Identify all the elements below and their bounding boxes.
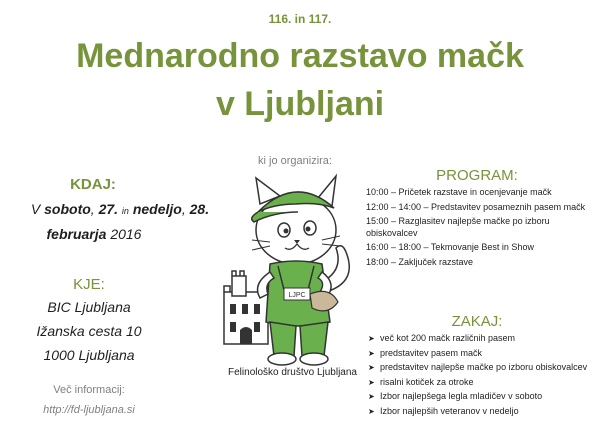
program-item: 16:00 – 18:00 – Tekmovanje Best in Show <box>366 242 534 252</box>
date-line-1: V soboto, 27. in nedeljo, 28. <box>30 201 210 217</box>
organizer-name: Felinološko društvo Ljubljana <box>228 367 357 378</box>
program-list <box>366 187 598 271</box>
page-title-line2: v Ljubljani <box>215 85 385 123</box>
list-item-text: predstavitev pasem mačk <box>380 347 483 358</box>
list-item-text: predstavitev najlepše mačke po izboru obiskovalcev <box>380 362 588 372</box>
address-line-2: Ižanska cesta 10 <box>36 323 142 339</box>
program-item: 15:00 – Razglasitev najlepše mačke po izboru obiskovalcev <box>366 216 550 238</box>
more-info-link[interactable]: http://fd-ljubljana.si <box>43 404 135 416</box>
program-item: 18:00 – Zaključek razstave <box>366 256 474 267</box>
arrow-bullet-icon: ➤ <box>368 334 375 343</box>
date-date2: 28. <box>189 201 210 217</box>
date-date1: 27. <box>98 201 119 217</box>
more-info-label: Več informacij: <box>53 384 125 396</box>
where-heading: KJE: <box>73 276 105 293</box>
list-item-text: Izbor najlepših veteranov v nedeljo <box>380 405 519 416</box>
why-heading: ZAKAJ: <box>451 313 503 330</box>
date-day2: nedeljo <box>132 201 182 217</box>
list-item-text: več kot 200 mačk različnih pasem <box>380 333 516 343</box>
badge-text: LJPC <box>288 292 306 299</box>
page-title-line1: Mednarodno razstavo mačk <box>76 37 524 75</box>
arrow-bullet-icon: ➤ <box>368 348 375 358</box>
list-item <box>368 348 596 360</box>
program-item: 10:00 – Pričetek razstave in ocenjevanje mačk <box>366 187 552 197</box>
list-item-text: risalni kotiček za otroke <box>380 376 474 387</box>
date-month: februarja <box>46 226 107 242</box>
date-line-2 <box>0 224 188 244</box>
program-item: 12:00 – 14:00 – Predstavitev posameznih pasem mačk <box>366 201 586 212</box>
date-prefix: V <box>30 201 41 217</box>
date-year: 2016 <box>110 226 142 242</box>
list-item <box>368 333 596 345</box>
list-item <box>368 391 596 403</box>
organizer-label: ki jo organizira: <box>258 155 332 167</box>
date-day1: soboto <box>44 201 91 217</box>
edition-label: 116. in 117. <box>268 12 332 26</box>
arrow-bullet-icon: ➤ <box>368 392 375 401</box>
when-heading: KDAJ: <box>70 176 116 193</box>
arrow-bullet-icon: ➤ <box>368 363 375 372</box>
date-connector: in <box>121 206 129 216</box>
arrow-bullet-icon: ➤ <box>368 377 375 387</box>
list-item <box>368 377 596 389</box>
list-item <box>368 406 596 418</box>
address-line-3: 1000 Ljubljana <box>43 347 135 363</box>
list-item-text: Izbor najlepšega legla mladičev v soboto <box>380 391 543 401</box>
program-heading: PROGRAM: <box>436 167 518 184</box>
why-list <box>368 333 596 420</box>
cat-mascot-logo <box>218 172 368 367</box>
list-item <box>368 362 596 374</box>
arrow-bullet-icon: ➤ <box>368 406 375 416</box>
address-line-1: BIC Ljubljana <box>47 299 131 315</box>
